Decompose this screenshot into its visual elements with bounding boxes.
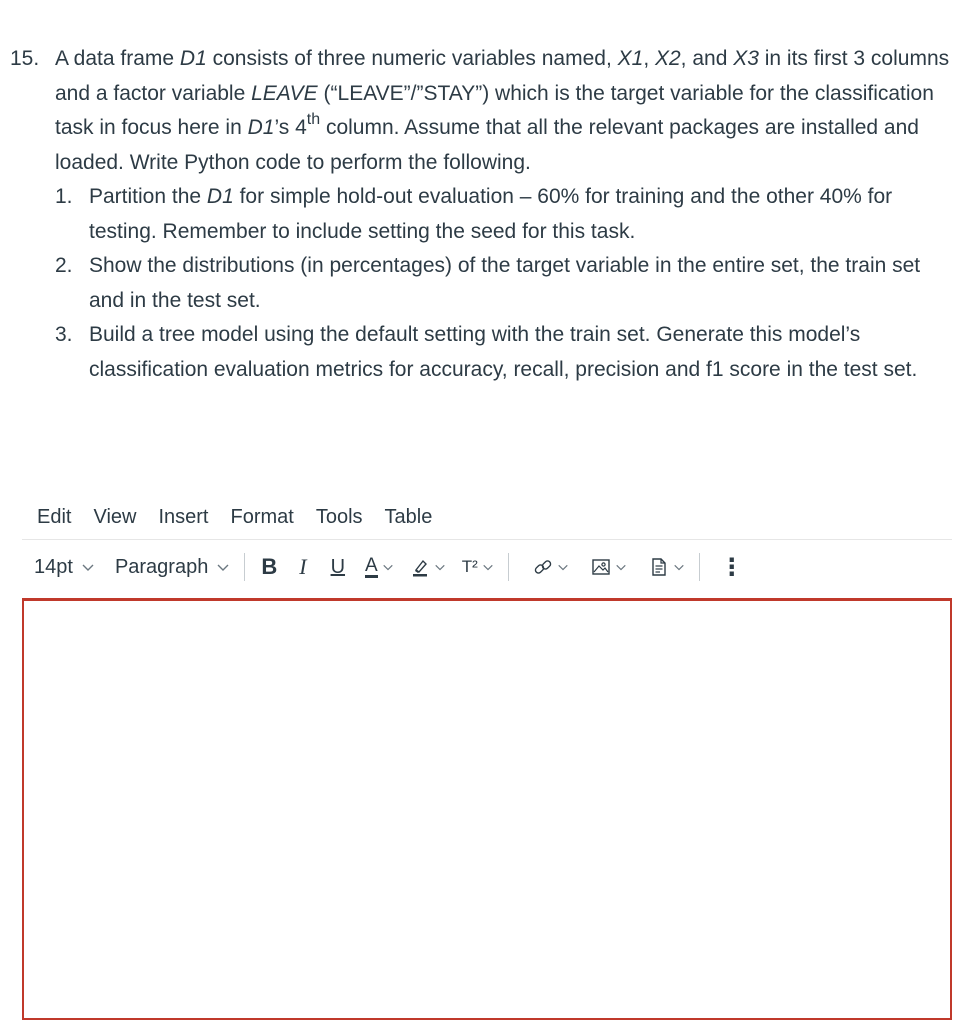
chevron-down-icon xyxy=(382,561,394,573)
menu-edit[interactable]: Edit xyxy=(37,506,72,528)
menu-insert[interactable]: Insert xyxy=(158,506,209,528)
chevron-down-icon xyxy=(81,560,95,574)
chevron-down-icon xyxy=(216,560,230,574)
list-item: 3. Build a tree model using the default setting with the train set. Generate this model’s classification evaluation metrics for accuracy, recall, precision and f1 score in the test set. xyxy=(55,323,918,381)
editor-menubar xyxy=(26,500,443,534)
document-icon xyxy=(649,557,669,577)
link-button[interactable] xyxy=(525,547,577,587)
superscript-button[interactable] xyxy=(454,547,502,587)
menu-table[interactable]: Table xyxy=(384,506,433,528)
task-steps-list xyxy=(10,180,955,387)
menu-tools[interactable]: Tools xyxy=(315,506,363,528)
superscript-icon: T² xyxy=(461,557,478,576)
chevron-down-icon xyxy=(557,561,569,573)
font-size-value: 14pt xyxy=(34,555,73,578)
menu-format[interactable]: Format xyxy=(230,506,294,528)
block-format-value: Paragraph xyxy=(114,555,209,578)
text-color-button[interactable] xyxy=(357,547,402,587)
menu-view[interactable]: View xyxy=(93,506,137,528)
chevron-down-icon xyxy=(615,561,627,573)
highlighter-icon xyxy=(410,557,430,577)
document-button[interactable] xyxy=(641,547,693,587)
list-item: 1. Partition the D1 for simple hold-out evaluation – 60% for training and the other 40% for testing. Remember to include setting the seed for this task. xyxy=(55,185,893,243)
toolbar-separator xyxy=(508,553,509,581)
image-icon xyxy=(591,557,611,577)
block-format-dropdown[interactable] xyxy=(107,547,238,587)
chevron-down-icon xyxy=(434,561,446,573)
toolbar-divider xyxy=(22,539,952,540)
chevron-down-icon xyxy=(673,561,685,573)
more-options-button[interactable]: ⋮ xyxy=(719,553,744,581)
toolbar-separator xyxy=(699,553,700,581)
toolbar-separator xyxy=(244,553,245,581)
underline-button[interactable]: U xyxy=(330,555,346,578)
rich-text-editor-area[interactable] xyxy=(22,598,952,1020)
link-icon xyxy=(533,557,553,577)
text-color-icon: A xyxy=(365,554,378,576)
question-prompt xyxy=(10,42,955,387)
question-text: A data frame D1 consists of three numeric variables named, X1, X2, and X3 in its first 3 columns and a factor variable LEAVE (“LEAVE”/”STAY”) which is the target variable for the classification task in focus here in D1’s 4th column. Assume that all the relevant packages are installed and loaded. Write Python code to perform the following. xyxy=(55,47,950,174)
question-number: 15. xyxy=(10,47,40,70)
highlight-color-button[interactable] xyxy=(402,547,454,587)
italic-button[interactable]: I xyxy=(299,554,307,579)
list-item: 2. Show the distributions (in percentages) of the target variable in the entire set, the train set and in the test set. xyxy=(55,254,921,312)
image-button[interactable] xyxy=(583,547,635,587)
editor-toolbar xyxy=(26,545,952,589)
font-size-dropdown[interactable] xyxy=(26,547,103,587)
editor-content[interactable] xyxy=(24,601,950,1018)
bold-button[interactable]: B xyxy=(261,554,278,579)
chevron-down-icon xyxy=(482,561,494,573)
